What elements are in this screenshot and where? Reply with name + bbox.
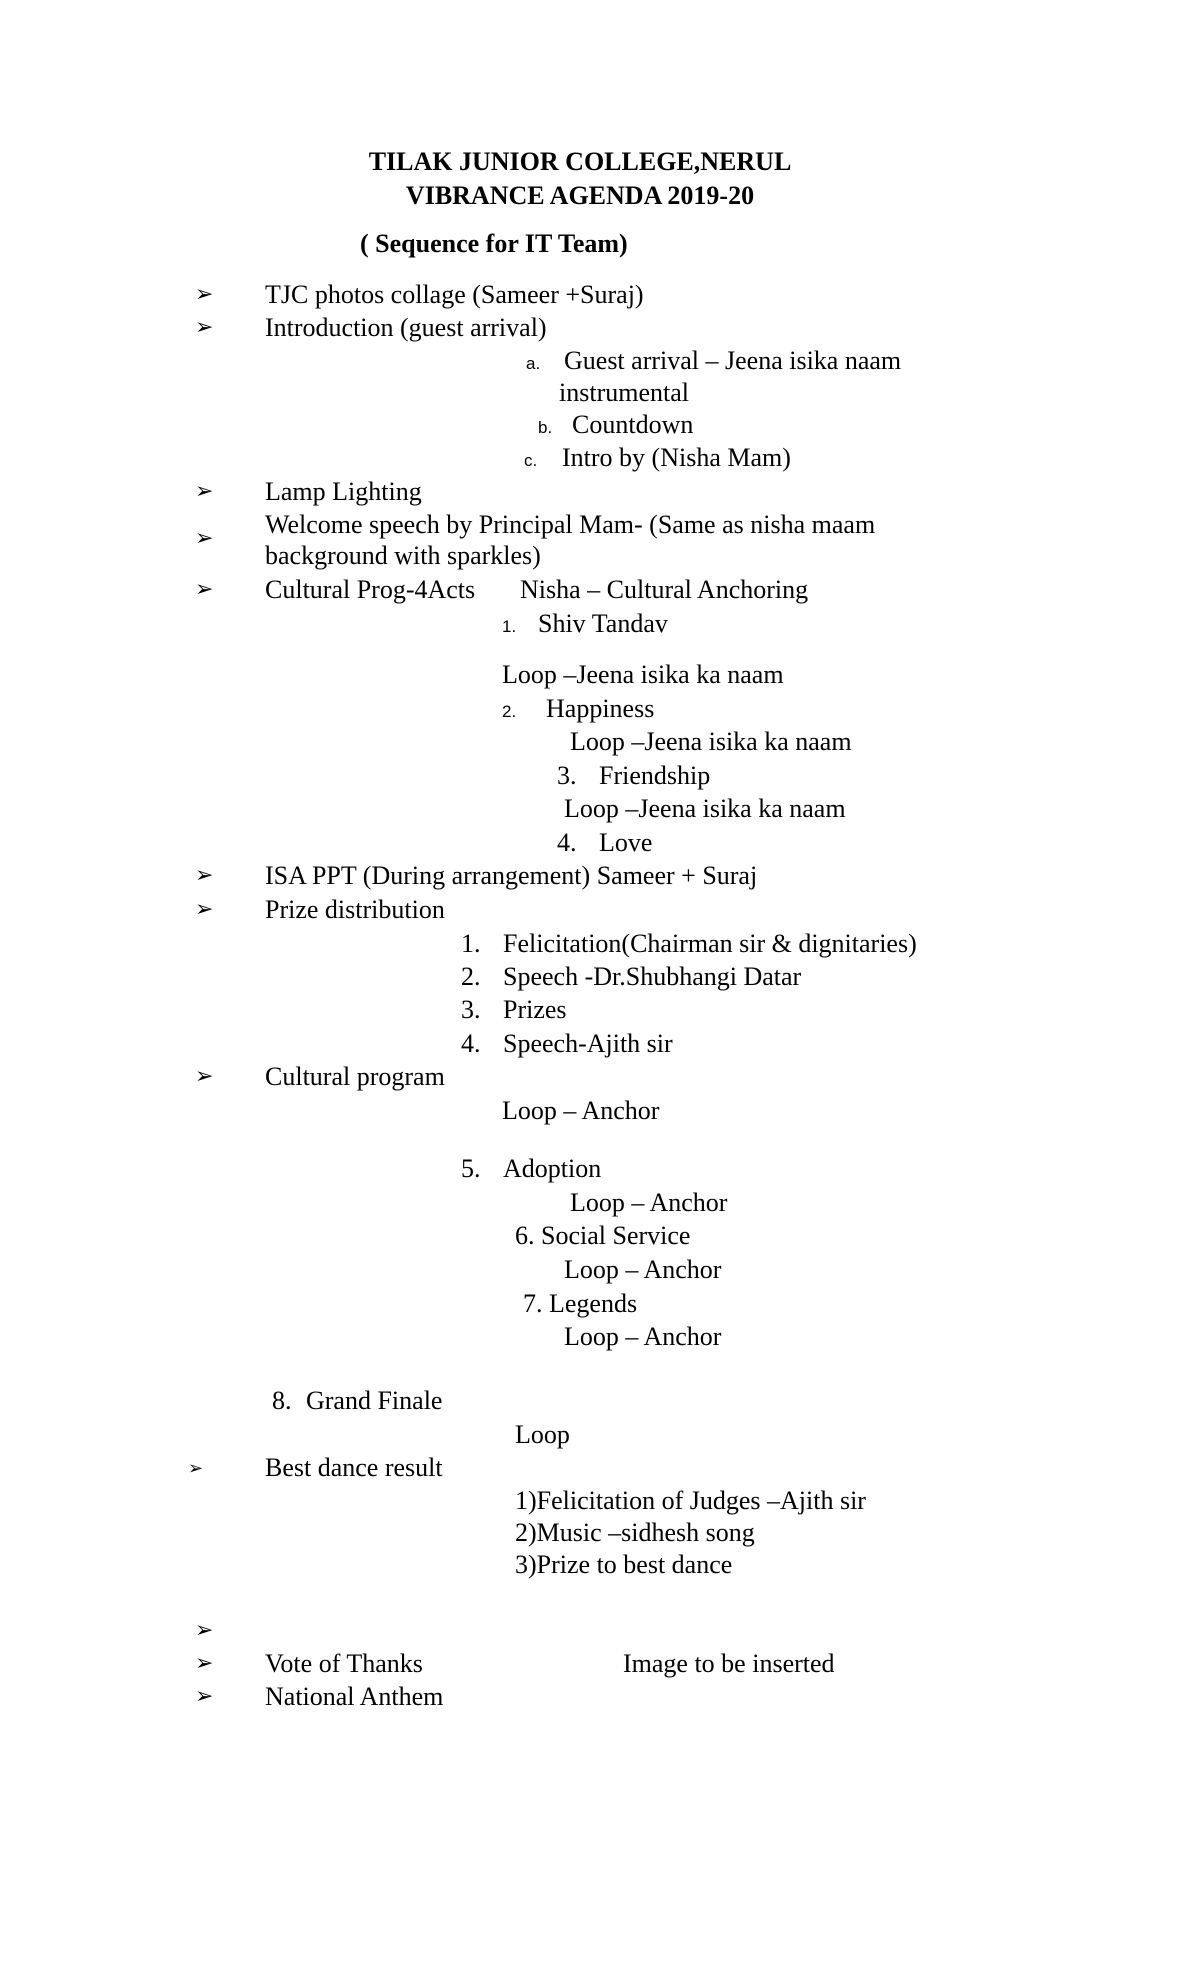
loop-line: Loop –Jeena isika ka naam	[570, 727, 852, 756]
loop-line: Loop – Anchor	[570, 1188, 728, 1217]
arrow-bullet-icon: ➢	[195, 315, 214, 340]
act-love: 4. Love	[557, 828, 653, 857]
list-marker: c.	[524, 451, 538, 470]
act-friendship: 3. Friendship	[557, 761, 711, 790]
act-happiness: 2. Happiness	[502, 694, 654, 727]
sub-item-guest-arrival-cont: instrumental	[559, 378, 689, 407]
arrow-bullet-icon: ➢	[195, 863, 214, 888]
loop-line: Loop – Anchor	[564, 1322, 722, 1351]
agenda-item-welcome-speech: Welcome speech by Principal Mam- (Same as nisha maam	[265, 510, 876, 539]
list-marker: b.	[538, 418, 553, 437]
arrow-bullet-icon: ➢	[195, 479, 214, 504]
loop-line: Loop – Anchor	[502, 1096, 660, 1125]
list-marker: 5.	[461, 1154, 481, 1183]
program-item-grand-finale: 8. Grand Finale	[272, 1386, 443, 1415]
agenda-item-best-dance-result: Best dance result	[265, 1453, 443, 1482]
arrow-bullet-icon: ➢	[195, 282, 214, 307]
arrow-bullet-icon: ➢	[195, 1064, 214, 1089]
agenda-item-welcome-speech-cont: background with sparkles)	[265, 541, 541, 570]
prize-sub-item: 3. Prizes	[461, 995, 567, 1024]
agenda-item-tjc-photos: TJC photos collage (Sameer +Suraj)	[265, 280, 644, 309]
program-item-legends: 7. Legends	[523, 1289, 638, 1318]
list-marker: 8.	[272, 1386, 292, 1415]
prize-sub-item: 1. Felicitation(Chairman sir & dignitaries)	[461, 929, 917, 958]
list-marker: 3.	[461, 995, 481, 1024]
agenda-item-cultural-program: Cultural program	[265, 1062, 445, 1091]
agenda-item-lamp-lighting: Lamp Lighting	[265, 477, 422, 506]
list-marker: 4.	[461, 1029, 481, 1058]
agenda-item-vote-of-thanks: Vote of Thanks	[265, 1649, 423, 1678]
arrow-bullet-icon: ➢	[188, 1458, 204, 1479]
agenda-item-isa-ppt: ISA PPT (During arrangement) Sameer + Suraj	[265, 861, 758, 890]
list-marker: 2.	[502, 702, 517, 721]
best-dance-sub-item: 1)Felicitation of Judges –Ajith sir	[515, 1486, 866, 1515]
cultural-prog-note: Nisha – Cultural Anchoring	[520, 575, 809, 604]
sub-item-guest-arrival: a. Guest arrival – Jeena isika naam	[526, 346, 901, 379]
loop-line: Loop –Jeena isika ka naam	[564, 794, 846, 823]
vote-note: Image to be inserted	[623, 1649, 835, 1678]
prize-sub-item: 4. Speech-Ajith sir	[461, 1029, 673, 1058]
list-marker: 2.	[461, 962, 481, 991]
program-item-adoption: 5. Adoption	[461, 1154, 602, 1183]
best-dance-sub-item: 3)Prize to best dance	[515, 1550, 733, 1579]
prize-sub-item: 2. Speech -Dr.Shubhangi Datar	[461, 962, 802, 991]
arrow-bullet-icon: ➢	[195, 897, 214, 922]
list-marker: 1.	[502, 617, 517, 636]
list-marker: 1.	[461, 929, 481, 958]
arrow-bullet-icon: ➢	[195, 1618, 214, 1643]
agenda-item-cultural-prog: Cultural Prog-4Acts	[265, 575, 476, 604]
sub-item-countdown: b. Countdown	[538, 410, 693, 443]
arrow-bullet-icon: ➢	[195, 1684, 214, 1709]
list-marker: 4.	[557, 828, 577, 857]
arrow-bullet-icon: ➢	[195, 526, 214, 551]
agenda-item-introduction: Introduction (guest arrival)	[265, 313, 547, 342]
sub-item-intro-nisha: c. Intro by (Nisha Mam)	[524, 443, 791, 476]
best-dance-sub-item: 2)Music –sidhesh song	[515, 1518, 755, 1547]
program-item-social-service: 6. Social Service	[515, 1221, 691, 1250]
subtitle: ( Sequence for IT Team)	[360, 229, 628, 258]
loop-line: Loop – Anchor	[564, 1255, 722, 1284]
loop-line: Loop	[515, 1420, 570, 1449]
agenda-item-prize-distribution: Prize distribution	[265, 895, 445, 924]
agenda-item-national-anthem: National Anthem	[265, 1682, 444, 1711]
document-title: TILAK JUNIOR COLLEGE,NERUL	[368, 147, 792, 176]
list-marker: a.	[526, 354, 541, 373]
act-shiv-tandav: 1. Shiv Tandav	[502, 609, 668, 642]
agenda-title: VIBRANCE AGENDA 2019-20	[405, 181, 755, 210]
arrow-bullet-icon: ➢	[195, 577, 214, 602]
loop-line: Loop –Jeena isika ka naam	[502, 660, 784, 689]
arrow-bullet-icon: ➢	[195, 1651, 214, 1676]
list-marker: 3.	[557, 761, 577, 790]
